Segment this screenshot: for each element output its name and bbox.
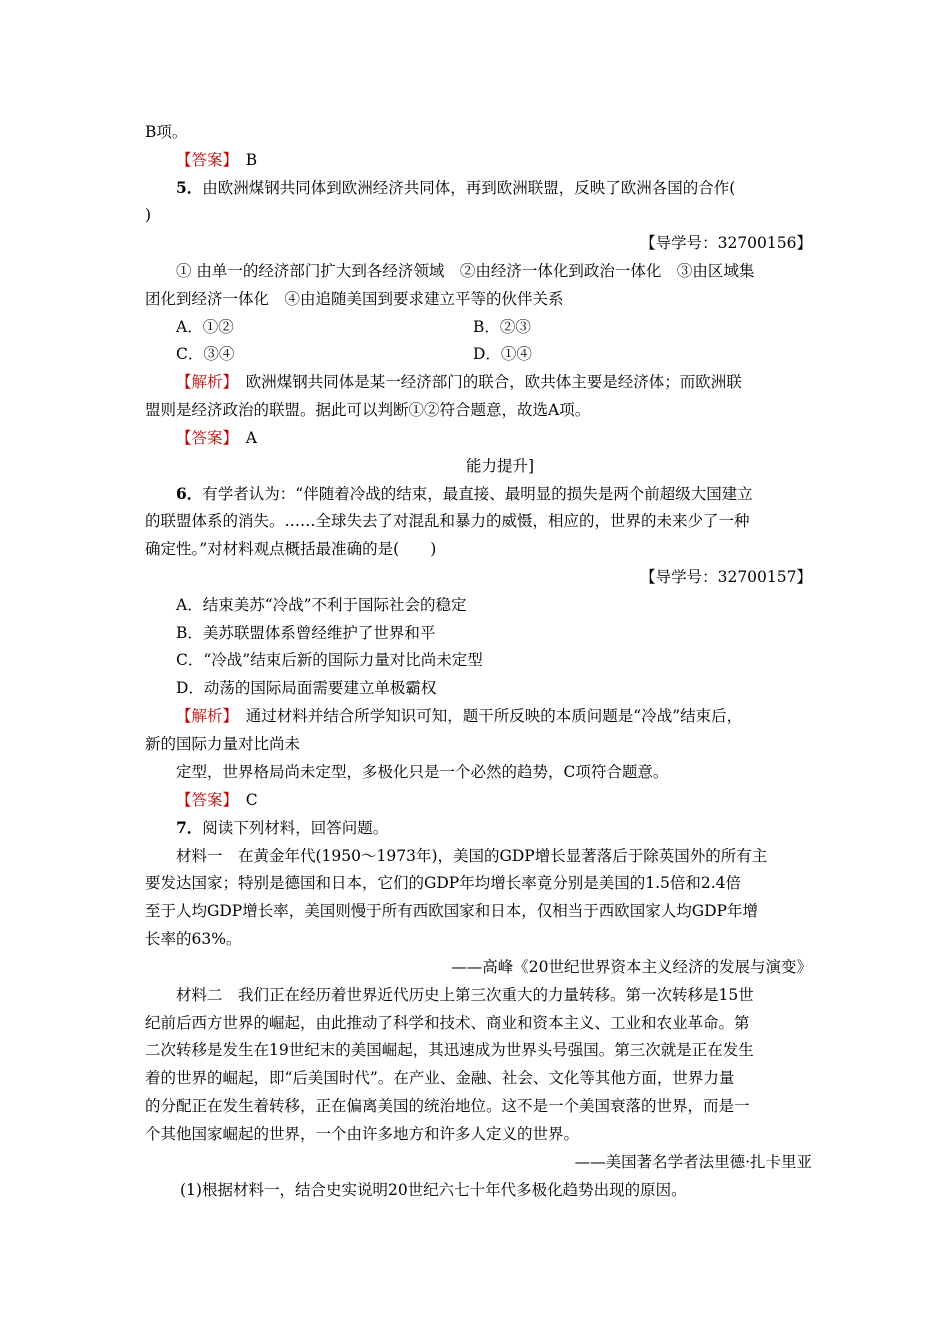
analysis-tag: 【解析】 xyxy=(176,373,231,391)
analysis-text: 通过材料并结合所学知识可知，题干所反映的本质问题是“冷战”结束后， xyxy=(245,707,743,725)
analysis-line: 盟则是经济政治的联盟。据此可以判断①②符合题意，故选A项。 xyxy=(145,401,591,419)
option-b: B．美苏联盟体系曾经维护了世界和平 xyxy=(176,624,436,642)
analysis-tag: 【解析】 xyxy=(176,707,231,725)
material-line: 个其他国家崛起的世界，一个由许多地方和许多人定义的世界。 xyxy=(145,1125,580,1143)
option-a: A．①② xyxy=(176,318,234,336)
option-b: B．②③ xyxy=(473,318,531,336)
answer-value: C xyxy=(245,791,258,809)
question-line: 确定性。”对材料观点概括最准确的是( ) xyxy=(145,540,437,558)
question-7 xyxy=(176,818,388,838)
material-line: 长率的63%。 xyxy=(145,930,242,948)
question-6 xyxy=(176,484,753,504)
guide-number: 【导学号：32700157】 xyxy=(640,568,812,586)
analysis-line: 新的国际力量对比尚未 xyxy=(145,735,301,753)
statement-line: 团化到经济一体化 ④由追随美国到要求建立平等的伙伴关系 xyxy=(145,290,564,308)
question-text: 由欧洲煤钢共同体到欧洲经济共同体，再到欧洲联盟，反映了欧洲各国的合作( xyxy=(202,179,736,197)
material-line: 着的世界的崛起，即“后美国时代”。在产业、金融、社会、文化等其他方面，世界力量 xyxy=(145,1069,735,1087)
answer-tag: 【答案】 xyxy=(176,791,231,809)
analysis-text: 欧洲煤钢共同体是某一经济部门的联合，欧共体主要是经济体；而欧洲联 xyxy=(245,373,742,391)
question-paren: ) xyxy=(145,206,152,224)
analysis-line: 定型，世界格局尚未定型，多极化只是一个必然的趋势，C项符合题意。 xyxy=(176,763,669,781)
answer-value: B xyxy=(245,151,258,169)
material-source: ——美国著名学者法里德·扎卡里亚 xyxy=(574,1153,812,1171)
material-line: 材料一 在黄金年代(1950～1973年)，美国的GDP增长显著落后于除英国外的所有主 xyxy=(176,847,768,865)
guide-number: 【导学号：32700156】 xyxy=(640,234,812,252)
option-c: C．③④ xyxy=(176,345,235,363)
material-line: 材料二 我们正在经历着世界近代历史上第三次重大的力量转移。第一次转移是15世 xyxy=(176,986,754,1004)
question-number: 7． xyxy=(176,818,203,837)
text-line: B项。 xyxy=(145,123,188,141)
question-text: 阅读下列材料，回答问题。 xyxy=(202,819,389,837)
analysis-line xyxy=(176,706,742,726)
question-5 xyxy=(176,178,735,198)
material-line: 至于人均GDP增长率，美国则慢于所有西欧国家和日本，仅相当于西欧国家人均GDP年增 xyxy=(145,902,758,920)
statement-line: ① 由单一的经济部门扩大到各经济领域 ②由经济一体化到政治一体化 ③由区域集 xyxy=(176,262,755,280)
question-number: 5． xyxy=(176,178,203,197)
answer-line xyxy=(176,790,258,810)
material-line: 的分配正在发生着转移，正在偏离美国的统治地位。这不是一个美国衰落的世界，而是一 xyxy=(145,1097,750,1115)
option-d: D．①④ xyxy=(473,345,532,363)
answer-line xyxy=(176,150,257,170)
question-line: 的联盟体系的消失。……全球失去了对混乱和暴力的威慑，相应的，世界的未来少了一种 xyxy=(145,512,750,530)
section-heading: 能力提升] xyxy=(465,457,535,475)
answer-tag: 【答案】 xyxy=(176,151,231,169)
question-text: 有学者认为：“伴随着冷战的结束，最直接、最明显的损失是两个前超级大国建立 xyxy=(202,485,753,503)
answer-value: A xyxy=(245,429,257,447)
answer-line xyxy=(176,428,257,448)
analysis-line xyxy=(176,372,742,392)
material-line: 要发达国家；特别是德国和日本，它们的GDP年均增长率竟分别是美国的1.5倍和2.4倍 xyxy=(145,874,742,892)
option-d: D．动荡的国际局面需要建立单极霸权 xyxy=(176,679,437,697)
option-c: C．“冷战”结束后新的国际力量对比尚未定型 xyxy=(176,651,483,669)
option-a: A．结束美苏“冷战”不利于国际社会的稳定 xyxy=(176,596,467,614)
answer-tag: 【答案】 xyxy=(176,429,231,447)
material-line: 二次转移是发生在19世纪末的美国崛起，其迅速成为世界头号强国。第三次就是正在发生 xyxy=(145,1041,754,1059)
material-line: 纪前后西方世界的崛起，由此推动了科学和技术、商业和资本主义、工业和农业革命。第 xyxy=(145,1014,750,1032)
sub-question: (1)根据材料一，结合史实说明20世纪六七十年代多极化趋势出现的原因。 xyxy=(180,1181,687,1199)
material-source: ——高峰《20世纪世界资本主义经济的发展与演变》 xyxy=(451,958,812,976)
question-number: 6． xyxy=(176,484,203,503)
